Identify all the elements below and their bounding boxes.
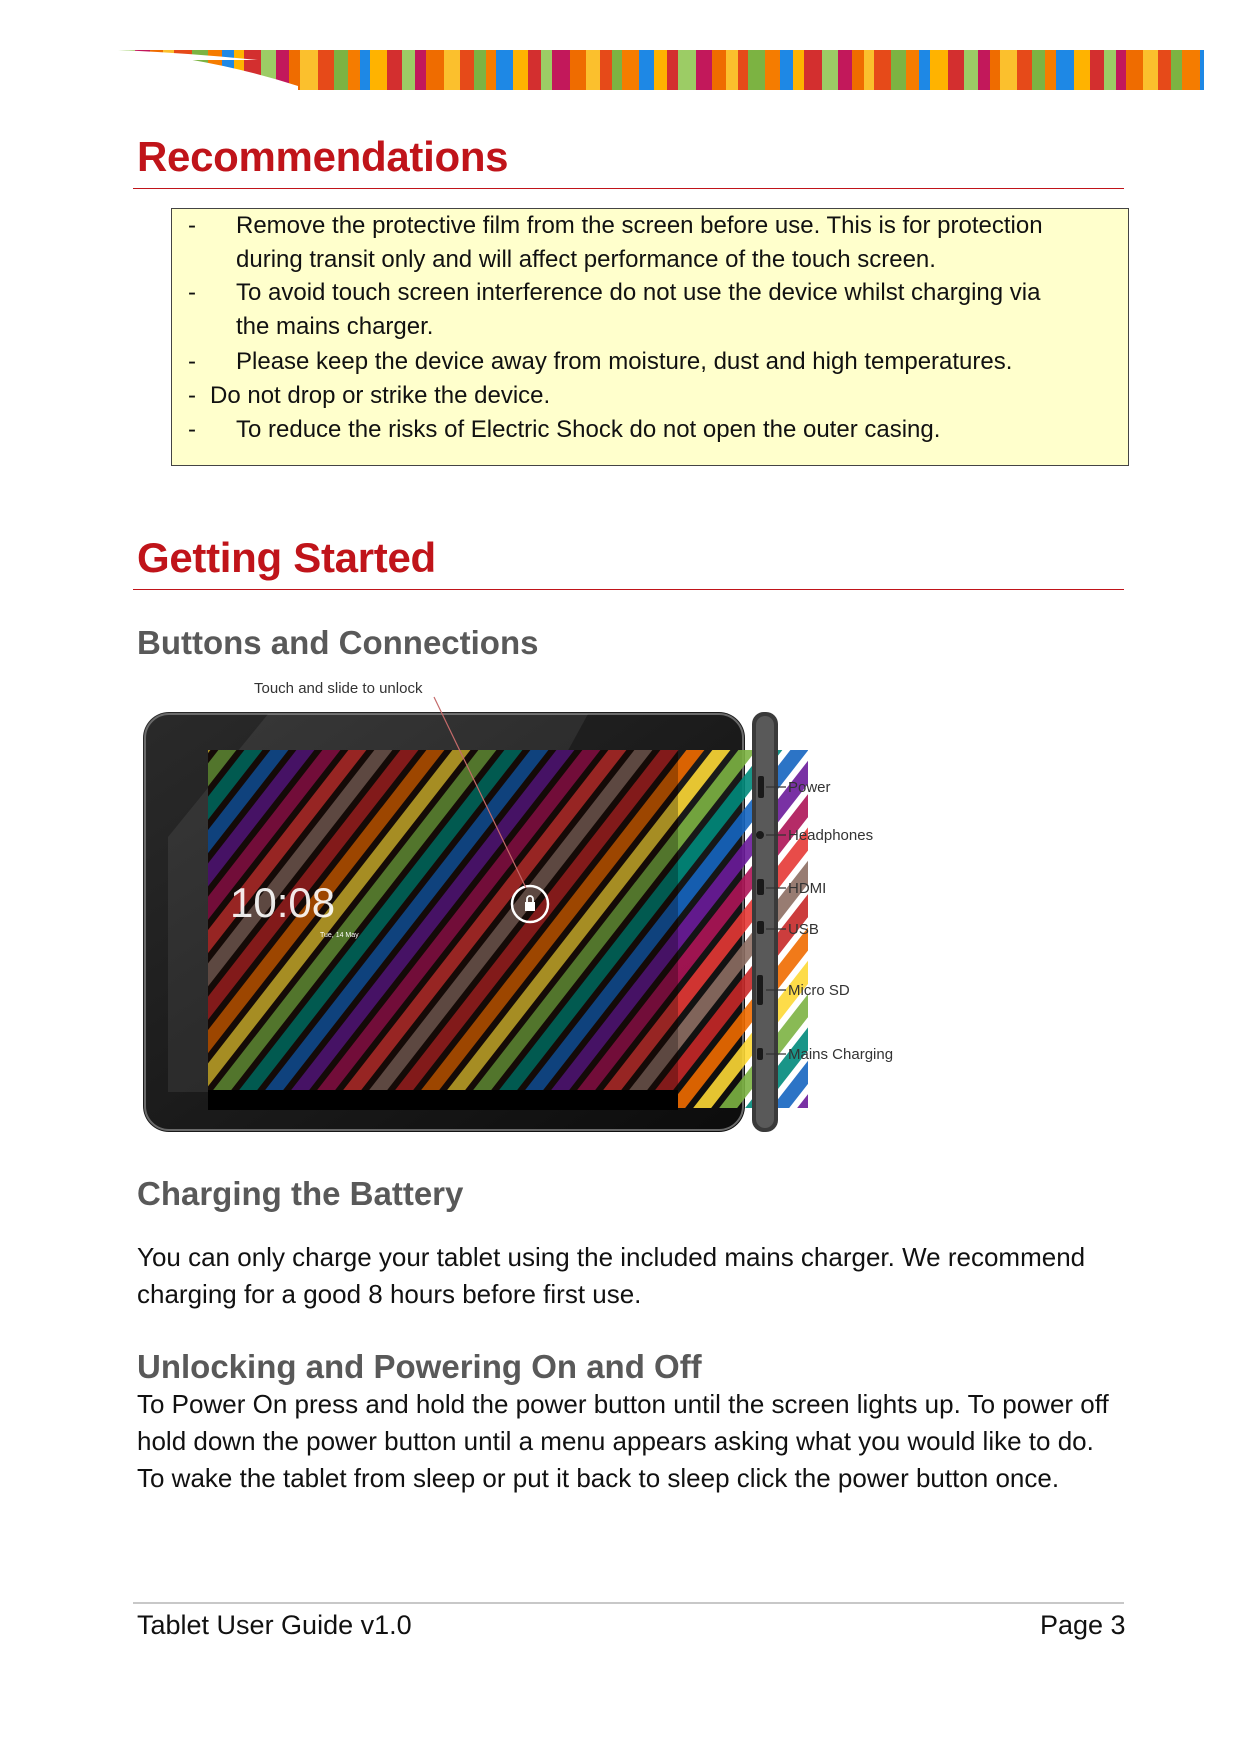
tablet-diagram (138, 672, 938, 1142)
banner-stripe (780, 50, 793, 90)
banner-stripe (678, 50, 696, 90)
banner-stripe (852, 50, 864, 90)
tablet-illustration (138, 672, 938, 1142)
footer-rule (133, 1602, 1124, 1604)
banner-stripe (696, 50, 712, 90)
charging-battery-text: You can only charge your tablet using the included mains charger. We recommend charging for a good 8 hours before first use. (137, 1242, 1086, 1309)
banner-stripe (541, 50, 552, 90)
list-dash: - (188, 382, 196, 409)
port-label-mains-charging: Mains Charging (788, 1046, 894, 1063)
microsd-slot (757, 975, 763, 1005)
banner-stripe (612, 50, 622, 90)
banner-stripe (513, 50, 528, 90)
banner-stripe (793, 50, 804, 90)
heading-rule (133, 188, 1124, 189)
banner-stripe (712, 50, 726, 90)
banner-stripe (1171, 50, 1182, 90)
banner-stripe (1104, 50, 1116, 90)
port-label-usb: USB (788, 921, 819, 938)
recommendation-line: Remove the protective film from the screen before use. This is for protection (236, 212, 1043, 239)
list-dash: - (188, 212, 196, 239)
banner-stripe (1143, 50, 1158, 90)
banner-stripe (318, 50, 334, 90)
banner-stripe (667, 50, 678, 90)
banner-stripe (622, 50, 639, 90)
banner-stripe (964, 50, 978, 90)
banner-stripe (444, 50, 460, 90)
banner-stripe (586, 50, 600, 90)
banner-stripe (570, 50, 586, 90)
screen-status-bar (208, 1090, 678, 1110)
banner-stripe (906, 50, 919, 90)
hdmi-port (757, 879, 764, 895)
banner-stripe (1182, 50, 1200, 90)
wallpaper-stripe (832, 730, 938, 1130)
banner-stripe (930, 50, 948, 90)
headphone-port (756, 831, 764, 839)
banner-stripe (838, 50, 852, 90)
banner-stripe (639, 50, 654, 90)
banner-stripe (1017, 50, 1032, 90)
port-label-hdmi: HDMI (788, 880, 827, 897)
port-label-power: Power (788, 779, 831, 796)
recommendation-line: Do not drop or strike the device. (210, 382, 551, 409)
recommendations-box (171, 208, 1129, 466)
banner-stripe (1090, 50, 1104, 90)
banner-stripe (334, 50, 348, 90)
banner-stripe (990, 50, 1000, 90)
unlock-callout-label: Touch and slide to unlock (254, 680, 423, 697)
mains-charging-port (757, 1048, 763, 1060)
footer-document-title: Tablet User Guide v1.0 (137, 1610, 412, 1640)
banner-stripe (978, 50, 990, 90)
banner-stripe (486, 50, 496, 90)
stripe-pattern (38, 50, 1204, 90)
banner-stripe (1045, 50, 1056, 90)
banner-stripe (387, 50, 402, 90)
lock-icon (525, 902, 535, 911)
banner-stripe (474, 50, 486, 90)
wallpaper-stripe (858, 730, 938, 1130)
recommendations-heading: Recommendations (137, 133, 509, 180)
banner-stripe (360, 50, 370, 90)
unlocking-powering-text: To Power On press and hold the power button until the screen lights up. To power off hold down the power button until a menu appears asking what you would like to do. To wake the tablet from sleep or put it back to sleep click the power button once. (137, 1389, 1109, 1493)
unlocking-powering-heading: Unlocking and Powering On and Off (137, 1348, 702, 1385)
banner-stripe (552, 50, 570, 90)
recommendation-line: To avoid touch screen interference do not use the device whilst charging via (236, 279, 1041, 306)
recommendation-line: To reduce the risks of Electric Shock do not open the outer casing. (236, 416, 941, 443)
wallpaper-stripe (910, 730, 938, 1130)
list-dash: - (188, 279, 196, 306)
banner-stripe (348, 50, 360, 90)
lockscreen-date: Tue, 14 May (320, 932, 359, 939)
banner-stripe (1056, 50, 1074, 90)
banner-stripe (496, 50, 513, 90)
list-dash: - (188, 348, 196, 375)
banner-stripe (874, 50, 891, 90)
lockscreen-clock: 10:08 (230, 879, 336, 926)
port-label-headphones: Headphones (788, 827, 874, 844)
banner-stripe (1200, 50, 1204, 90)
banner-stripe (1032, 50, 1045, 90)
banner-stripe (300, 50, 318, 90)
banner-stripe (1116, 50, 1126, 90)
power-button-port (758, 776, 764, 798)
footer-page-number: Page 3 (1040, 1610, 1126, 1640)
banner-stripe (726, 50, 738, 90)
recommendation-line: the mains charger. (236, 313, 434, 340)
heading-rule (133, 589, 1124, 590)
banner-stripe (654, 50, 667, 90)
charging-battery-heading: Charging the Battery (137, 1175, 464, 1212)
banner-stripe (415, 50, 426, 90)
recommendation-line: Please keep the device away from moisture, dust and high temperatures. (236, 348, 1013, 375)
banner-stripe (891, 50, 906, 90)
banner-stripe (426, 50, 444, 90)
buttons-connections-heading: Buttons and Connections (137, 624, 539, 661)
banner-stripe (1074, 50, 1090, 90)
wallpaper-stripe (936, 730, 938, 1130)
banner-stripe (765, 50, 780, 90)
banner-stripe (1000, 50, 1017, 90)
banner-stripe (528, 50, 541, 90)
banner-stripe (1158, 50, 1171, 90)
banner-stripe (460, 50, 474, 90)
banner-stripe (804, 50, 822, 90)
wallpaper-stripe (884, 730, 938, 1130)
banner-stripe (402, 50, 415, 90)
getting-started-heading: Getting Started (137, 534, 436, 581)
list-dash: - (188, 416, 196, 443)
banner-stripe (748, 50, 765, 90)
usb-port (757, 921, 764, 934)
banner-stripe (1126, 50, 1143, 90)
banner-stripe (948, 50, 964, 90)
banner-stripe (370, 50, 387, 90)
banner-stripe (919, 50, 930, 90)
banner-stripe (822, 50, 838, 90)
port-label-microsd: Micro SD (788, 982, 850, 999)
recommendation-line: during transit only and will affect performance of the touch screen. (236, 246, 936, 273)
banner-stripe (600, 50, 612, 90)
decorative-stripe-banner (38, 50, 1204, 90)
banner-stripe (864, 50, 874, 90)
banner-stripe (738, 50, 748, 90)
